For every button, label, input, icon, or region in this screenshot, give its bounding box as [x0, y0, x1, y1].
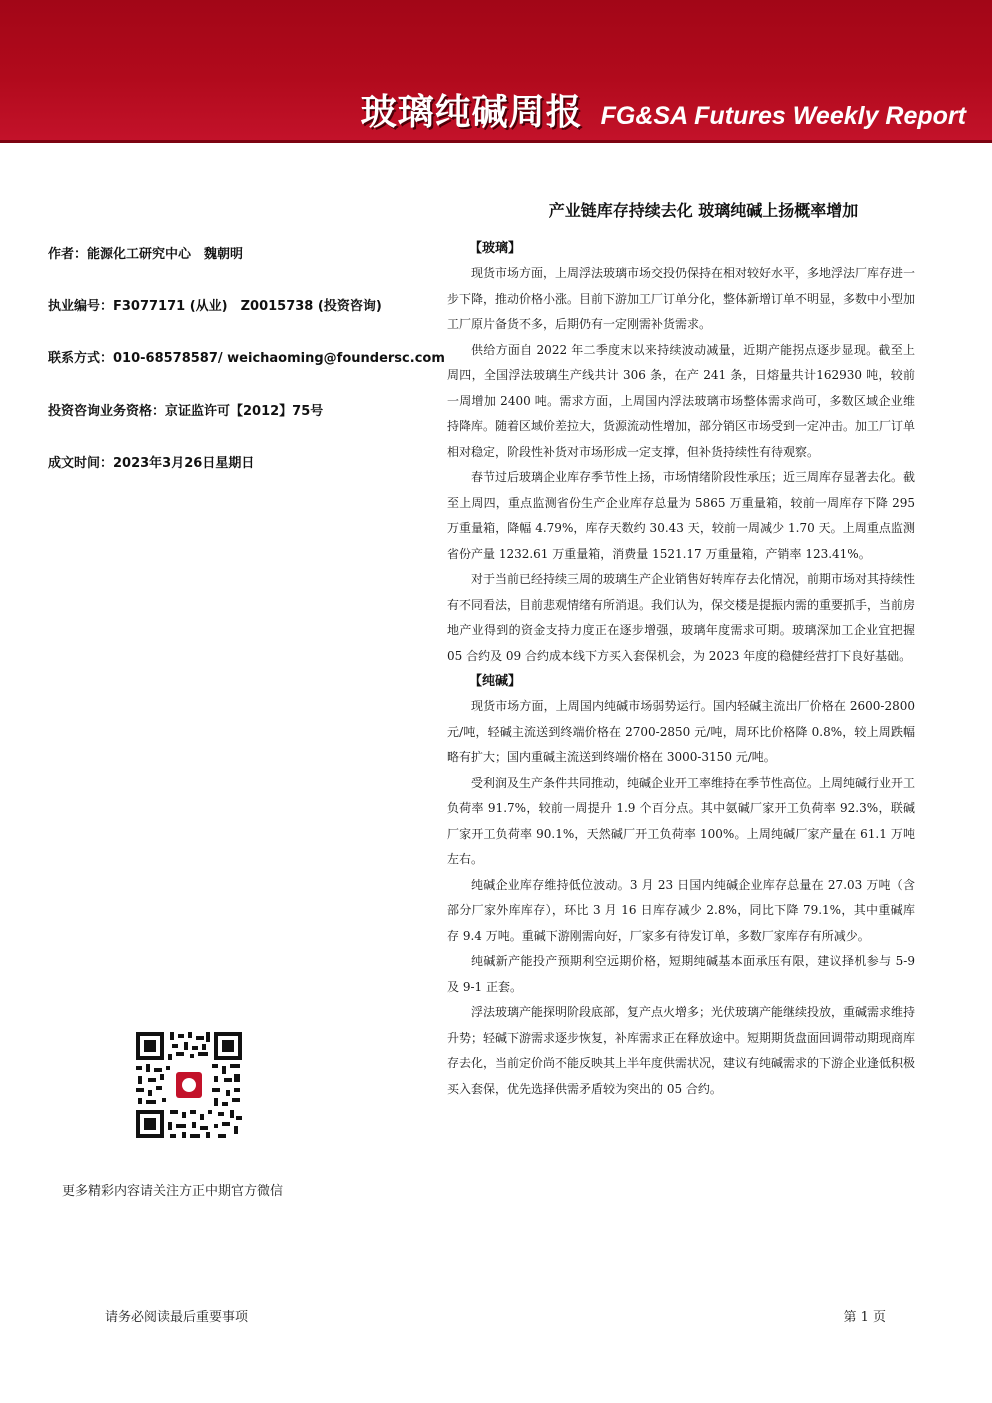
soda-ash-paragraph: 纯碱新产能投产预期利空远期价格，短期纯碱基本面承压有限，建议择机参与 5-9 及 9-1 正套。	[447, 954, 915, 994]
glass-paragraph: 现货市场方面，上周浮法玻璃市场交投仍保持在相对较好水平，多地浮法厂库存进一步下降，推动价格小涨。目前下游加工厂订单分化，整体新增订单不明显，多数中小型加工厂原片备货不多，后期仍有一定刚需补货需求。	[447, 266, 916, 331]
report-title-en: FG&SA Futures Weekly Report	[600, 102, 966, 130]
qr-caption: 更多精彩内容请关注方正中期官方微信	[62, 1184, 284, 1199]
author-line: 作者：能源化工研究中心 魏朝明	[48, 247, 244, 262]
document-title: 产业链库存持续去化 玻璃纯碱上扬概率增加	[548, 201, 859, 220]
written-date: 成文时间：2023年3月26日星期日	[48, 456, 255, 471]
soda-ash-paragraph: 浮法玻璃产能探明阶段底部，复产点火增多；光伏玻璃产能继续投放，重碱需求维持升势；轻碱下游需求逐步恢复，补库需求正在释放途中。短期期货盘面回调带动期现商库存去化，当前定价尚不能反映其上半年度供需状况，建议有纯碱需求的下游企业逢低积极买入套保，优先选择供需矛盾较为突出的 05 合约。	[447, 1005, 916, 1096]
footer-notice: 请务必阅读最后重要事项	[105, 1310, 249, 1325]
qr-code-icon[interactable]	[134, 1030, 244, 1140]
soda-ash-paragraph: 现货市场方面，上周国内纯碱市场弱势运行。国内轻碱主流出厂价格在 2600-2800 元/吨，轻碱主流送到终端价格在 2700-2850 元/吨，周环比价格降 0.8%，较上周跌幅略有扩大；国内重碱主流送到终端价格在 3000-3150 元/吨。	[447, 699, 915, 764]
banner-title	[361, 84, 966, 135]
report-title-cn: 玻璃纯碱周报	[360, 92, 583, 133]
page-number: 第 1 页	[843, 1310, 886, 1325]
soda-ash-paragraph: 受利润及生产条件共同推动，纯碱企业开工率维持在季节性高位。上周纯碱行业开工负荷率 91.7%，较前一周提升 1.9 个百分点。其中氨碱厂家开工负荷率 92.3%，联碱厂家开工负荷率 90.1%，天然碱厂开工负荷率 100%。上周纯碱厂家产量在 61.1 万吨左右。	[447, 775, 916, 866]
glass-paragraph: 春节过后玻璃企业库存季节性上扬，市场情绪阶段性承压；近三周库存显著去化。截至上周四，重点监测省份生产企业库存总量为 5865 万重量箱，较前一周库存下降 295 万重量箱，降幅 4.79%，库存天数约 30.43 天，较前一周减少 1.70 天。上周重点监测省份产量 1232.61 万重量箱，消费量 1521.17 万重量箱，产销率 123.41%。	[447, 470, 916, 561]
soda-ash-paragraph: 纯碱企业库存维持低位波动。3 月 23 日国内纯碱企业库存总量在 27.03 万吨（含部分厂家外库库存），环比 3 月 16 日库存减少 2.8%，同比下降 79.1%，其中重碱库存 9.4 万吨。重碱下游刚需向好，厂家多有待发订单，多数厂家库存有所减少。	[447, 877, 915, 943]
qr-code-graphic	[134, 1030, 244, 1140]
qualification: 投资咨询业务资格：京证监许可【2012】75号	[48, 404, 324, 419]
contact-info: 联系方式：010-68578587/ weichaoming@foundersc.com	[48, 351, 445, 366]
section-heading-glass: 【玻璃】	[469, 241, 522, 256]
article-body	[447, 236, 915, 1102]
header-banner	[0, 0, 992, 143]
glass-paragraph: 对于当前已经持续三周的玻璃生产企业销售好转库存去化情况，前期市场对其持续性有不同看法，目前悲观情绪有所消退。我们认为，保交楼是提振内需的重要抓手，当前房地产业得到的资金支持力度正在逐步增强，玻璃年度需求可期。玻璃深加工企业宜把握 05 合约及 09 合约成本线下方买入套保机会，为 2023 年度的稳健经营打下良好基础。	[447, 572, 916, 663]
section-heading-soda-ash: 【纯碱】	[469, 674, 522, 689]
glass-paragraph: 供给方面自 2022 年二季度末以来持续波动减量，近期产能拐点逐步显现。截至上周四，全国浮法玻璃生产线共计 306 条，在产 241 条，日熔量共计162930 吨，较前一周增加 2400 吨。需求方面，上周国内浮法玻璃市场整体需求尚可，多数区域企业维持降库。随着区域价差拉大，货源流动性增加，部分销区市场受到一定冲击。加工厂订单相对稳定，阶段性补货对市场形成一定支撑，但补货持续性有待观察。	[447, 342, 916, 459]
license-number: 执业编号：F3077171 (从业) Z0015738 (投资咨询)	[48, 299, 382, 314]
